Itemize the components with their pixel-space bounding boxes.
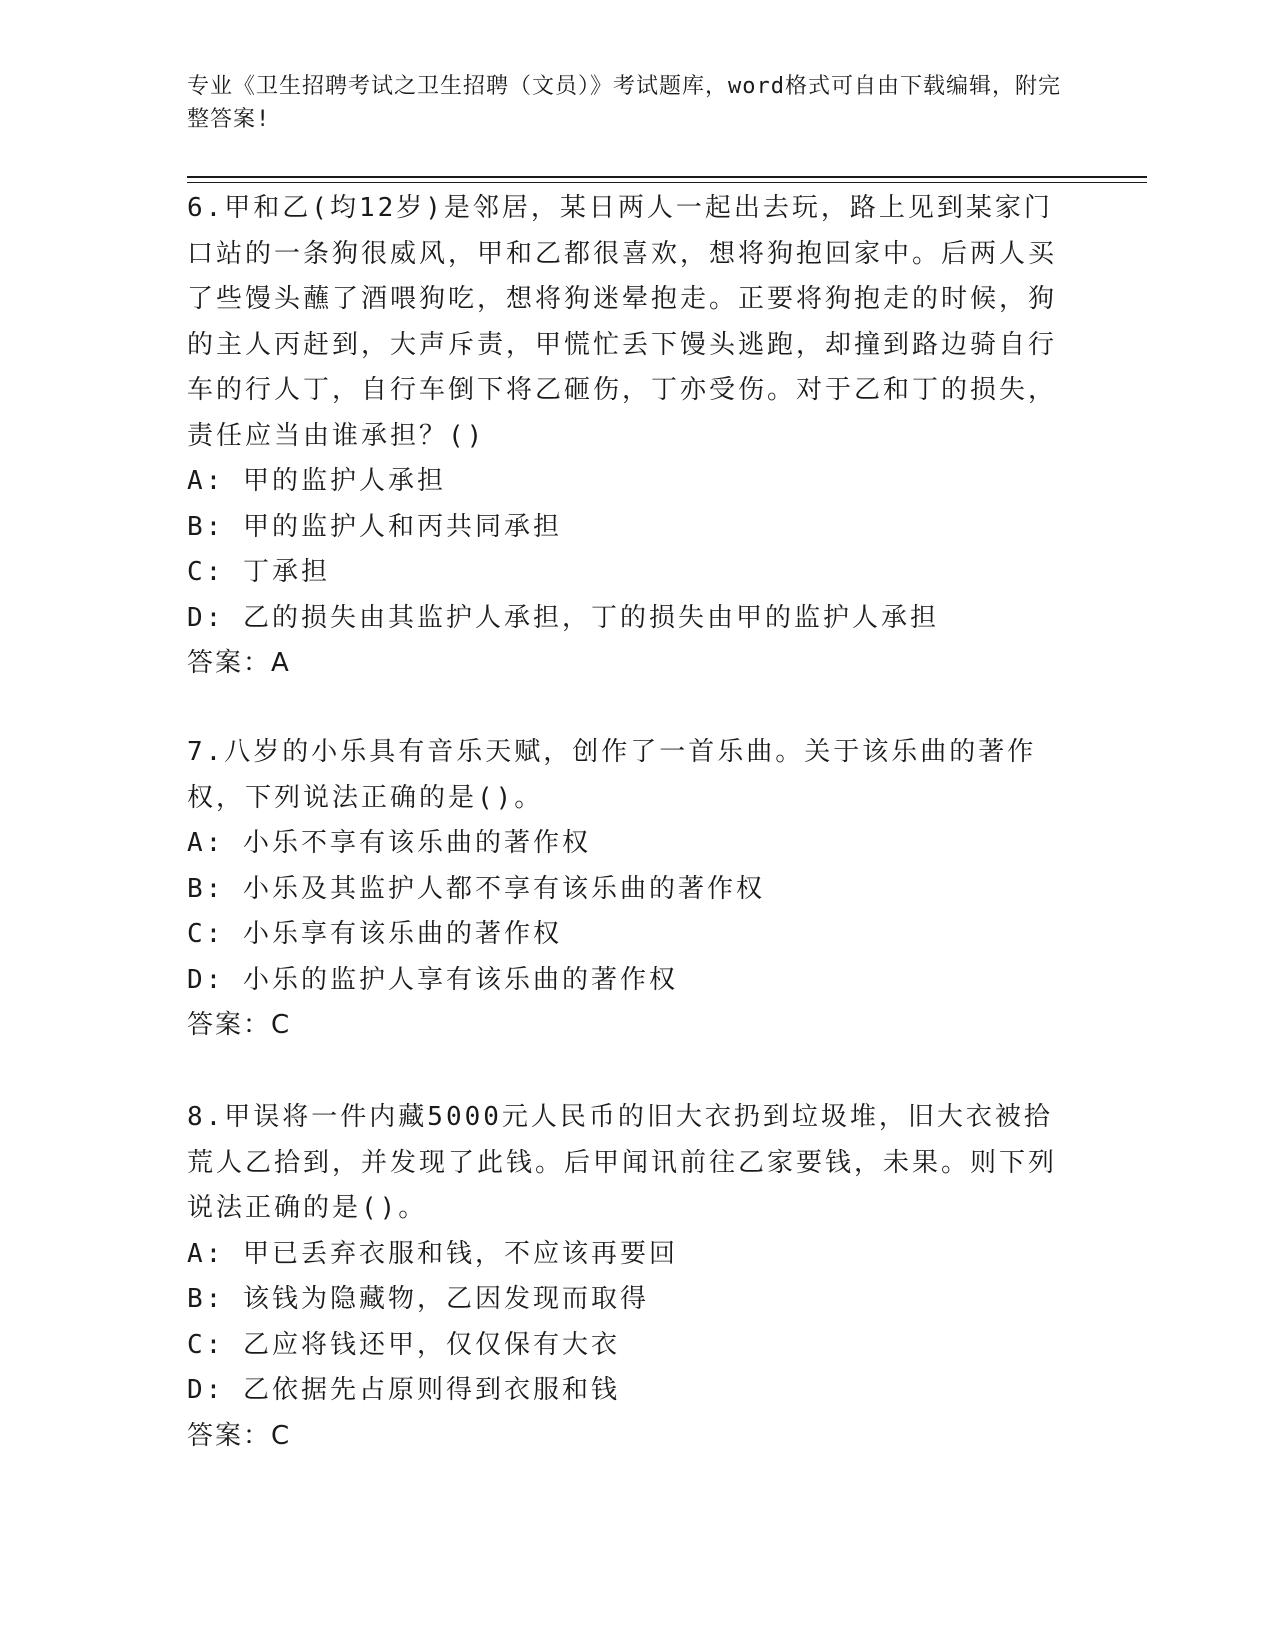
- option-b: B: 小乐及其监护人都不享有该乐曲的著作权: [187, 873, 765, 904]
- option-c: C: 丁承担: [187, 557, 330, 587]
- answer-line: 答案：C: [187, 1010, 292, 1040]
- option-d: D: 小乐的监护人享有该乐曲的著作权: [187, 964, 678, 995]
- document-header: 专业《卫生招聘考试之卫生招聘（文员）》考试题库，word格式可自由下载编辑，附完整答案!: [187, 74, 1061, 132]
- option-b: B: 该钱为隐藏物，乙因发现而取得: [187, 1284, 649, 1314]
- option-a: A: 小乐不享有该乐曲的著作权: [187, 828, 591, 858]
- answer-line: 答案：A: [187, 648, 291, 678]
- option-d: D: 乙依据先占原则得到衣服和钱: [187, 1375, 620, 1405]
- question-stem: 8.甲误将一件内藏5000元人民币的旧大衣扔到垃圾堆，旧大衣被拾荒人乙拾到，并发现了此钱。后甲闻讯前往乙家要钱，未果。则下列说法正确的是()。: [187, 1102, 1058, 1223]
- option-d: D: 乙的损失由其监护人承担，丁的损失由甲的监护人承担: [187, 602, 939, 633]
- option-b: B: 甲的监护人和丙共同承担: [187, 511, 562, 542]
- option-c: C: 乙应将钱还甲，仅仅保有大衣: [187, 1329, 620, 1360]
- option-c: C: 小乐享有该乐曲的著作权: [187, 919, 562, 949]
- question-stem: 6.甲和乙(均12岁)是邻居，某日两人一起出去玩，路上见到某家门口站的一条狗很威风，甲和乙都很喜欢，想将狗抱回家中。后两人买了些馒头蘸了酒喂狗吃，想将狗迷晕抱走。正要将狗抱走的时候，狗的主人丙赶到，大声斥责，甲慌忙丢下馒头逃跑，却撞到路边骑自行车的行人丁，自行车倒下将乙砸伤，丁亦受伤。对于乙和丁的损失，责任应当由谁承担？(): [187, 193, 1058, 451]
- answer-line: 答案：C: [187, 1420, 292, 1451]
- option-a: A: 甲的监护人承担: [187, 466, 446, 496]
- question-8: [187, 1095, 1077, 1459]
- header-divider-thick: [187, 176, 1147, 178]
- question-6: [187, 186, 1077, 687]
- question-7: [187, 730, 1077, 1049]
- header-divider-thin: [187, 182, 1147, 183]
- question-stem: 7.八岁的小乐具有音乐天赋，创作了一首乐曲。关于该乐曲的著作权，下列说法正确的是()。: [187, 737, 1037, 813]
- option-a: A: 甲已丢弃衣服和钱，不应该再要回: [187, 1238, 678, 1269]
